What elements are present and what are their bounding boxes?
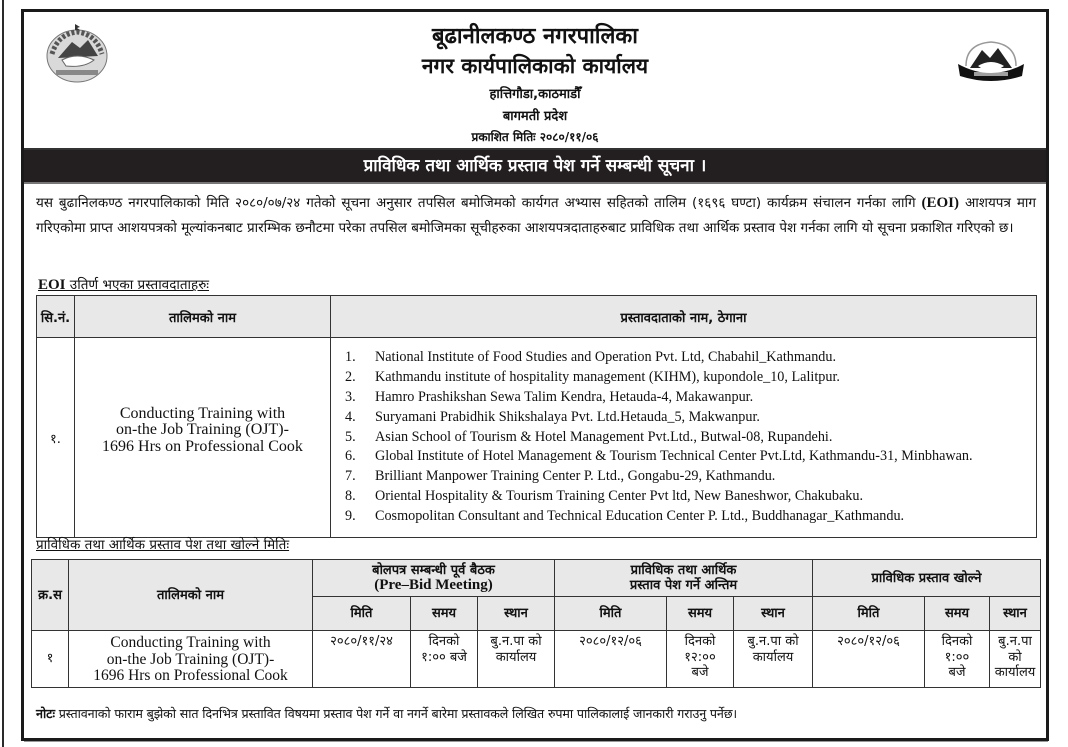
eoi-section-heading (38, 275, 209, 294)
proposer-name: Global Institute of Hotel Management & Tourism Technical Center Pvt.Ltd, Kathmandu-31, Minbhawan. (375, 448, 973, 465)
list-item (345, 467, 1036, 487)
municipality-name: बूढानीलकण्ठ नगरपालिका (431, 24, 638, 49)
footnote (36, 705, 737, 722)
intro-text-2: आशयपत्र माग गरिएकोमा प्राप्त आशयपत्रको मूल्यांकनबाट प्रारम्भिक छनौटमा परेका तपसिल बमोजिमका सूचीहरुका आशयपत्रदाताहरुबाट प्राविधिक तथा आर्थिक प्रस्ताव पेश गर्नका लागि यो सूचना प्रकाशित गरिएको छ। (36, 195, 1037, 236)
col-header-time: समय (667, 597, 734, 631)
proposer-name: Suryamani Prabidhik Shikshalaya Pvt. Ltd.Hetauda_5, Makwanpur. (375, 408, 760, 425)
eoi-heading-np: उतिर्ण भएका प्रस्तावदाताहरुः (65, 277, 210, 293)
published-date: २०८०/११/०६ (539, 130, 599, 144)
eoi-heading-en: EOI (38, 277, 66, 293)
published-date-line (24, 128, 1046, 145)
municipality-logo-icon (956, 38, 1026, 82)
time-line: बजे (948, 665, 966, 680)
prebid-label-en: (Pre–Bid Meeting) (374, 577, 493, 593)
prebid-date: २०८०/११/२४ (313, 631, 411, 688)
table-row (32, 631, 1041, 688)
prebid-place (478, 631, 555, 688)
opening-date: २०८०/१२/०६ (813, 631, 925, 688)
prebid-time (411, 631, 478, 688)
list-number: 5. (345, 428, 356, 445)
row-sn: १. (37, 338, 75, 538)
list-item (345, 428, 1036, 448)
training-line: on-the Job Training (OJT)- (116, 421, 289, 439)
note-text: प्रस्तावनाको फाराम बुझेको सात दिनभित्र प्रस्तावित विषयमा प्रस्ताव पेश गर्ने वा नगर्ने बारेमा प्रस्तावकले लिखित रुपमा पालिकालाई जानकारी गराउनु पर्नेछ। (54, 706, 738, 721)
training-name-cell (69, 631, 313, 688)
training-line: Conducting Training with (110, 634, 271, 651)
notice-title-band (24, 150, 1046, 184)
notice-frame (21, 9, 1049, 741)
table-header-row (32, 560, 1041, 597)
intro-paragraph (36, 191, 1036, 240)
list-number: 7. (345, 468, 356, 485)
proposer-name: Oriental Hospitality & Tourism Training Center Pvt ltd, New Baneshwor, Chakubaku. (375, 488, 863, 505)
proposer-name: Hamro Prashikshan Sewa Talim Kendra, Hetauda-4, Makawanpur. (375, 388, 754, 405)
time-line: दिनको (684, 634, 716, 649)
office-name: नगर कार्यपालिकाको कार्यालय (421, 54, 649, 78)
col-header-proposer: प्रस्तावदाताको नाम, ठेगाना (331, 296, 1037, 338)
list-number: 4. (345, 408, 356, 425)
opening-place (990, 631, 1041, 688)
schedule-table (31, 559, 1041, 688)
list-number: 6. (345, 448, 356, 465)
place-line: बु.न.पा को (490, 634, 542, 649)
row-sn: १ (32, 631, 69, 688)
col-header-opening: प्राविधिक प्रस्ताव खोल्ने (813, 560, 1041, 597)
submission-label-2: प्रस्ताव पेश गर्ने अन्तिम (629, 578, 738, 593)
time-line: १:०० (944, 649, 970, 665)
eoi-table (36, 295, 1037, 538)
list-item (345, 487, 1036, 507)
col-header-place: स्थान (734, 597, 813, 631)
proposer-list (331, 342, 1036, 533)
list-number: 3. (345, 388, 356, 405)
intro-eoi: (EOI) (921, 195, 960, 211)
proposer-name: National Institute of Food Studies and Operation Pvt. Ltd, Chabahil_Kathmandu. (375, 348, 837, 365)
office-address: हात्तिगौडा,काठमाडौँ (489, 87, 581, 102)
table-header-row (37, 296, 1037, 338)
page-edge-line (2, 0, 4, 747)
place-line: कार्यालय (994, 665, 1036, 680)
place-line: बु.न.पा को (747, 634, 799, 649)
time-line: १:०० बजे (421, 649, 467, 665)
training-line: Conducting Training with (119, 404, 286, 422)
submission-time (667, 631, 734, 688)
notice-title: प्राविधिक तथा आर्थिक प्रस्ताव पेश गर्ने सम्बन्धी सूचना । (363, 156, 707, 176)
col-header-time: समय (411, 597, 478, 631)
training-line: 1696 Hrs on Professional Cook (102, 437, 303, 455)
submission-place (734, 631, 813, 688)
table-row (37, 338, 1037, 538)
prebid-label-np: बोलपत्र सम्बन्धी पूर्व बैठक (372, 563, 495, 578)
list-item (345, 408, 1036, 428)
proposer-name: Kathmandu institute of hospitality management (KIHM), kupondole_10, Lalitpur. (375, 368, 840, 385)
list-item (345, 507, 1036, 527)
letterhead (24, 12, 1046, 150)
published-label: प्रकाशित मितिः (471, 130, 536, 144)
opening-time (925, 631, 990, 688)
proposer-name: Asian School of Tourism & Hotel Management Pvt.Ltd., Butwal-08, Rupandehi. (375, 428, 833, 445)
time-line: १२:०० (684, 649, 716, 665)
place-line: बु.न.पा को (998, 634, 1032, 665)
time-line: दिनको (941, 634, 973, 649)
proposer-name: Brilliant Manpower Training Center P. Ltd., Gongabu-29, Kathmandu. (375, 468, 776, 485)
list-item (345, 388, 1036, 408)
col-header-training: तालिमको नाम (69, 560, 313, 631)
col-header-submission (555, 560, 813, 597)
list-number: 8. (345, 488, 356, 505)
training-line: on-the Job Training (OJT)- (106, 650, 275, 668)
col-header-sn: सि.नं. (37, 296, 75, 338)
place-line: कार्यालय (752, 649, 794, 665)
col-header-date: मिति (813, 597, 925, 631)
col-header-place: स्थान (478, 597, 555, 631)
list-number: 9. (345, 508, 356, 525)
list-number: 2. (345, 368, 356, 385)
time-line: दिनको (428, 634, 460, 649)
col-header-training: तालिमको नाम (75, 296, 331, 338)
col-header-prebid (313, 560, 555, 597)
col-header-date: मिति (555, 597, 667, 631)
time-line: बजे (691, 665, 709, 680)
proposer-list-cell (331, 338, 1037, 538)
submission-label-1: प्राविधिक तथा आर्थिक (630, 563, 737, 578)
submission-date: २०८०/१२/०६ (555, 631, 667, 688)
col-header-date: मिति (313, 597, 411, 631)
col-header-sn: क्र.स (32, 560, 69, 631)
intro-text: यस बुढानिलकण्ठ नगरपालिकाको मिति २०८०/०७/२४ गतेको सूचना अनुसार तपसिल बमोजिमको कार्यगत अभ्यास सहितको तालिम (१६९६ घण्टा) कार्यक्रम संचालन गर्नका लागि (36, 195, 916, 211)
list-item (345, 447, 1036, 467)
list-item (345, 368, 1036, 388)
col-header-place: स्थान (990, 597, 1041, 631)
training-name-cell (75, 338, 331, 538)
province-name: बागमती प्रदेश (502, 109, 568, 124)
note-label: नोटः (36, 706, 55, 721)
list-number: 1. (345, 348, 356, 365)
proposer-name: Cosmopolitan Consultant and Technical Education Center P. Ltd., Buddhanagar_Kathmandu. (375, 508, 905, 525)
training-line: 1696 Hrs on Professional Cook (93, 667, 288, 684)
place-line: कार्यालय (495, 649, 537, 665)
col-header-time: समय (925, 597, 990, 631)
list-item (345, 348, 1036, 368)
schedule-section-heading: प्राविधिक तथा आर्थिक प्रस्ताव पेश तथा खोल्ने मितिः (36, 537, 290, 553)
